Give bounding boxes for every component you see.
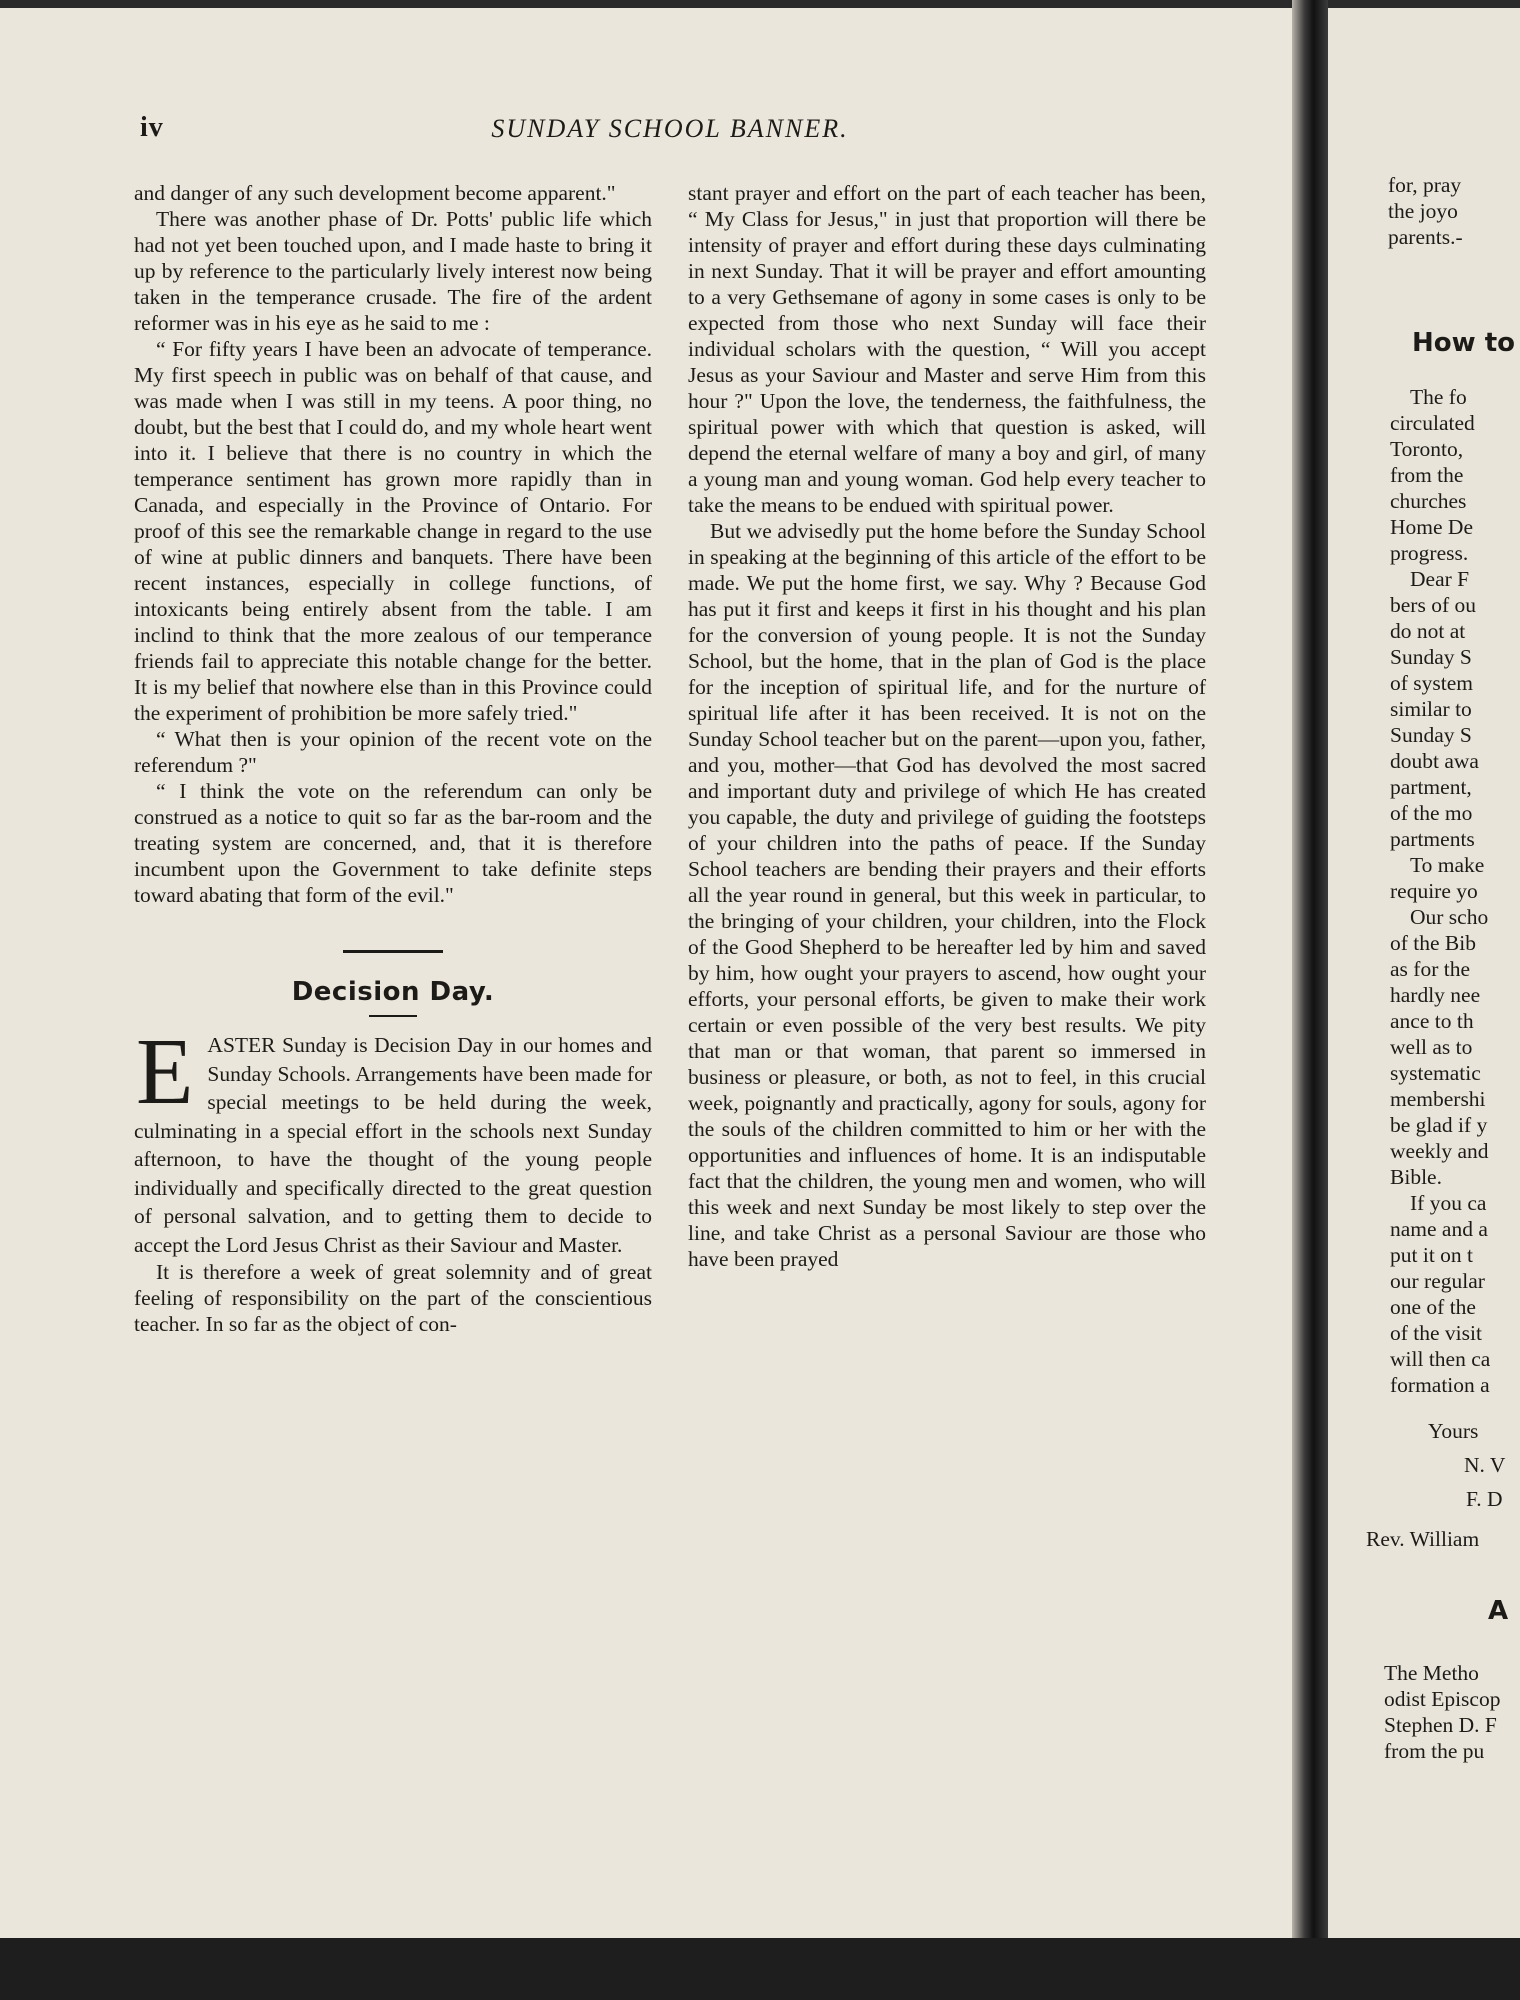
- right-page-line: Our scho: [1410, 905, 1489, 929]
- right-page-line: To make: [1410, 853, 1485, 877]
- right-page-edge: [1328, 8, 1520, 1938]
- scan-border-bottom: [0, 1938, 1520, 2000]
- paragraph: It is therefore a week of great solemnity and of great feeling of responsibility on the part of the conscientious teacher. In so far as the object of con-: [134, 1260, 652, 1336]
- running-head: SUNDAY SCHOOL BANNER.: [491, 114, 849, 143]
- right-page-line: weekly and: [1390, 1139, 1489, 1163]
- right-page-line: from the pu: [1384, 1739, 1485, 1763]
- right-page-line: of the visit: [1390, 1321, 1482, 1345]
- paragraph: “ I think the vote on the referendum can only be construed as a notice to quit so far as the bar-room and the treating system are concerned, and, that it is therefore incumbent upon the Government to take definite steps toward abating that form of the evil.": [134, 779, 652, 907]
- right-page-signature: Rev. William: [1366, 1527, 1480, 1551]
- paragraph-text: ASTER Sunday is Decision Day in our homes and Sunday Schools. Arrangements have been made for special meetings to be held during the week, culminating in a special effort in the schools next Sunday afternoon, to have the thought of the young people individually and specifically directed to the great question of personal salvation, and to getting them to decide to accept the Lord Jesus Christ as their Saviour and Master.: [134, 1033, 652, 1257]
- left-page: [0, 8, 1300, 1938]
- paragraph: “ What then is your opinion of the recent vote on the referendum ?": [134, 727, 652, 777]
- right-page-line: parents.-: [1388, 225, 1463, 249]
- right-page-line: of system: [1390, 671, 1474, 695]
- right-page-line: the joyo: [1388, 199, 1458, 223]
- right-page-line: be glad if y: [1390, 1113, 1488, 1137]
- right-page-line: will then ca: [1390, 1347, 1491, 1371]
- right-page-line: hardly nee: [1390, 983, 1481, 1007]
- right-page-line: from the: [1390, 463, 1464, 487]
- right-page-line: well as to: [1390, 1035, 1473, 1059]
- right-page-line: membershi: [1390, 1087, 1486, 1111]
- right-page-line: do not at: [1390, 619, 1466, 643]
- right-page-title: A: [1488, 1596, 1509, 1626]
- right-page-line: bers of ou: [1390, 593, 1476, 617]
- right-page-line: ance to th: [1390, 1009, 1474, 1033]
- right-page-line: churches: [1390, 489, 1467, 513]
- right-page-line: Sunday S: [1390, 723, 1472, 747]
- right-page-line: partments: [1390, 827, 1475, 851]
- drop-cap: E: [136, 1020, 194, 1124]
- paragraph: But we advisedly put the home before the Sunday School in speaking at the beginning of this article of the effort to be made. We put the home first, we say. Why ? Because God has put it first and keeps it first in his thought and his plan for the conversion of young people. It is not the Sunday School, but the home, that in the plan of God is the place for the inception of spiritual life, and for the nurture of spiritual life after it has been received. It is not on the Sunday School teacher but on the parent—upon you, father, and you, mother—that God has devolved the most sacred and important duty and privilege of which He has created you capable, the duty and privilege of guiding the footsteps of your children into the paths of peace. If the Sunday School teachers are bending their prayers and their efforts all the year round in general, but this week in particular, to the bringing of your children, your children, into the Flock of the Good Shepherd to be hereafter led by him and saved by him, how ought your prayers to ascend, how ought your efforts, your personal efforts, be given to make their work certain or even possible of the very best results. We pity that man or that woman, that parent so immersed in business or pleasure, or both, as not to feel, in this crucial week, poignantly and practically, agony for souls, agony for the souls of the children committed to him or her with the opportunities and influences of home. It is an indisputable fact that the children, the young men and women, who will this week and next Sunday be most likely to step over the line, and take Christ as a personal Saviour are those who have been prayed: [688, 519, 1206, 1271]
- right-page-line: Sunday S: [1390, 645, 1472, 669]
- page-number: iv: [140, 112, 164, 143]
- right-page-line: circulated: [1390, 411, 1475, 435]
- right-page-line: The Metho: [1384, 1661, 1479, 1685]
- right-page-line: Home De: [1390, 515, 1473, 539]
- title-rule: [369, 1015, 417, 1017]
- right-page-line: our regular: [1390, 1269, 1485, 1293]
- right-page-line: If you ca: [1410, 1191, 1487, 1215]
- paragraph: stant prayer and effort on the part of each teacher has been, “ My Class for Jesus," in just that proportion will there be intensity of prayer and effort during these days culminating in next Sunday. That it will be prayer and effort amounting to a very Gethsemane of agony in some cases is only to be expected from those who next Sunday will face their individual scholars with the question, “ Will you accept Jesus as your Saviour and Master and serve Him from this hour ?" Upon the love, the tenderness, the faithfulness, the spiritual power with which that question is asked, will depend the eternal welfare of many a boy and girl, of many a young man and young woman. God help every teacher to take the means to be endued with spiritual power.: [688, 181, 1206, 517]
- right-page-line: doubt awa: [1390, 749, 1479, 773]
- right-page-line: name and a: [1390, 1217, 1488, 1241]
- right-page-line: Stephen D. F: [1384, 1713, 1497, 1737]
- right-page-line: as for the: [1390, 957, 1470, 981]
- right-page-line: The fo: [1410, 385, 1467, 409]
- paragraph: “ For fifty years I have been an advocate of temperance. My first speech in public was on behalf of that cause, and was made when I was still in my teens. A poor thing, no doubt, but the best that I could do, and my whole heart went into it. I believe that there is no country in which the temperance sentiment has grown more rapidly than in Canada, and especially in the Province of Ontario. For proof of this see the remarkable change in regard to the use of wine at public dinners and banquets. There have been recent instances, especially in college functions, of intoxicants being entirely absent from the table. I am inclind to think that the more zealous of our temperance friends fail to appreciate this notable change for the better. It is my belief that nowhere else than in this Province could the experiment of prohibition be more safely tried.": [134, 337, 652, 725]
- middle-column: [688, 180, 1206, 1272]
- right-page-line: progress.: [1390, 541, 1469, 565]
- book-gutter: [1292, 0, 1328, 2000]
- right-page-closing: Yours: [1428, 1419, 1479, 1443]
- decision-lead-paragraph: [134, 1020, 652, 1259]
- right-page-line: formation a: [1390, 1373, 1490, 1397]
- right-page-line: require yo: [1390, 879, 1478, 903]
- right-page-line: one of the: [1390, 1295, 1476, 1319]
- right-page-line: partment,: [1390, 775, 1472, 799]
- right-page-line: Dear F: [1410, 567, 1470, 591]
- section-title: Decision Day.: [291, 977, 495, 1007]
- right-page-line: similar to: [1390, 697, 1472, 721]
- right-page-signature: F. D: [1466, 1487, 1503, 1511]
- left-column: [134, 180, 652, 1337]
- right-page-line: for, pray: [1388, 173, 1462, 197]
- right-page-title: How to: [1412, 328, 1515, 358]
- paragraph: and danger of any such development become apparent.": [134, 181, 616, 205]
- right-page-line: systematic: [1390, 1061, 1481, 1085]
- right-page-line: of the mo: [1390, 801, 1473, 825]
- right-page-line: Toronto,: [1390, 437, 1464, 461]
- right-page-line: of the Bib: [1390, 931, 1476, 955]
- right-page-line: odist Episcop: [1384, 1687, 1501, 1711]
- right-page-line: put it on t: [1390, 1243, 1474, 1267]
- section-divider: [343, 950, 443, 953]
- right-page-line: Bible.: [1390, 1165, 1442, 1189]
- right-page-signature: N. V: [1464, 1453, 1506, 1477]
- paragraph: There was another phase of Dr. Potts' public life which had not yet been touched upon, and I made haste to bring it up by reference to the particularly lively interest now being taken in the temperance crusade. The fire of the ardent reformer was in his eye as he said to me :: [134, 207, 652, 335]
